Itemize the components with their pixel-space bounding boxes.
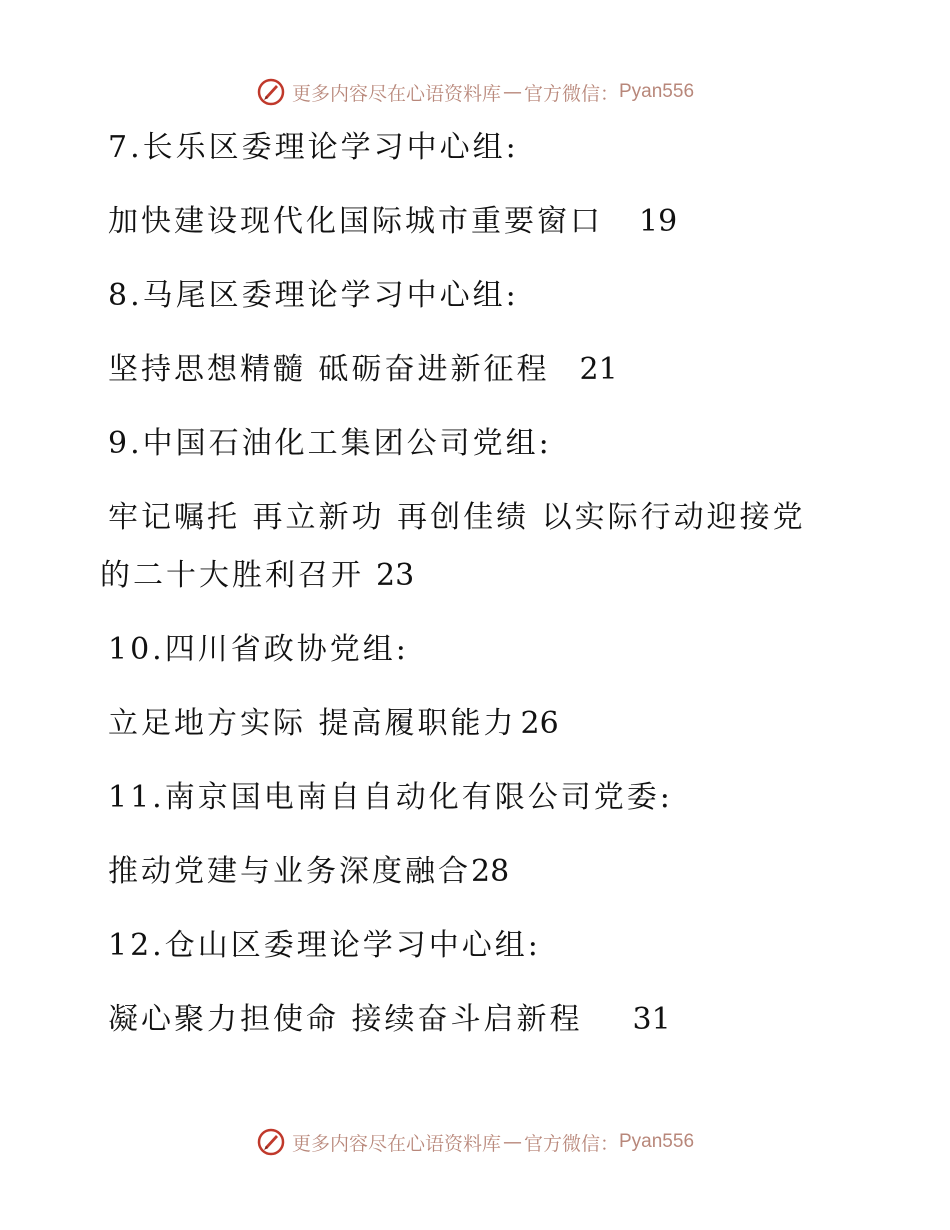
toc-page-number: 28 bbox=[471, 854, 510, 889]
toc-page-number: 21 bbox=[579, 352, 618, 387]
toc-title-9: 牢记嘱托 再立新功 再创佳绩 以实际行动迎接党 bbox=[108, 500, 806, 535]
toc-title-text: 推动党建与业务深度融合 bbox=[108, 854, 471, 889]
toc-page-number: 19 bbox=[639, 204, 678, 239]
banner-wechat-id: Pyan556 bbox=[619, 1131, 695, 1152]
toc-title-12 bbox=[108, 1000, 671, 1040]
footer-banner bbox=[0, 1122, 950, 1162]
toc-heading-7: 7.长乐区委理论学习中心组: bbox=[108, 130, 519, 165]
banner-main-text: 更多内容尽在心语资料库 bbox=[291, 1132, 501, 1155]
toc-heading-12: 12.仓山区委理论学习中心组: bbox=[108, 928, 541, 963]
toc-heading-11: 11.南京国电南自自动化有限公司党委: bbox=[108, 780, 673, 815]
banner-wechat-label: 官方微信： bbox=[523, 1132, 619, 1155]
toc-title-7 bbox=[108, 202, 677, 242]
toc-title-text: 坚持思想精髓 砥砺奋进新征程 bbox=[108, 352, 550, 387]
toc-page-number: 31 bbox=[632, 1002, 671, 1037]
toc-title-text: 凝心聚力担使命 接续奋斗启新程 bbox=[108, 1002, 583, 1037]
banner-wechat-label: 官方微信： bbox=[523, 82, 619, 105]
toc-title-11 bbox=[108, 852, 509, 892]
toc-title-9-cont bbox=[100, 556, 414, 596]
brand-logo-icon bbox=[256, 77, 286, 107]
toc-heading-9: 9.中国石油化工集团公司党组: bbox=[108, 426, 552, 461]
brand-logo-icon bbox=[256, 1127, 286, 1157]
banner-wechat-id: Pyan556 bbox=[619, 81, 695, 102]
banner-separator: — bbox=[502, 1131, 522, 1153]
toc-heading-10: 10.四川省政协党组: bbox=[108, 632, 409, 667]
toc-title-text: 加快建设现代化国际城市重要窗口 bbox=[108, 204, 603, 239]
toc-title-text: 立足地方实际 提高履职能力 bbox=[108, 706, 517, 741]
banner-main-text: 更多内容尽在心语资料库 bbox=[291, 82, 501, 105]
toc-title-text: 的二十大胜利召开 bbox=[100, 558, 364, 593]
toc-title-8 bbox=[108, 350, 618, 390]
toc-page-number: 23 bbox=[376, 558, 415, 593]
toc-title-10 bbox=[108, 704, 559, 744]
banner-separator: — bbox=[502, 81, 522, 103]
toc-heading-8: 8.马尾区委理论学习中心组: bbox=[108, 278, 519, 313]
toc-page-number: 26 bbox=[520, 706, 559, 741]
header-banner bbox=[0, 72, 950, 112]
